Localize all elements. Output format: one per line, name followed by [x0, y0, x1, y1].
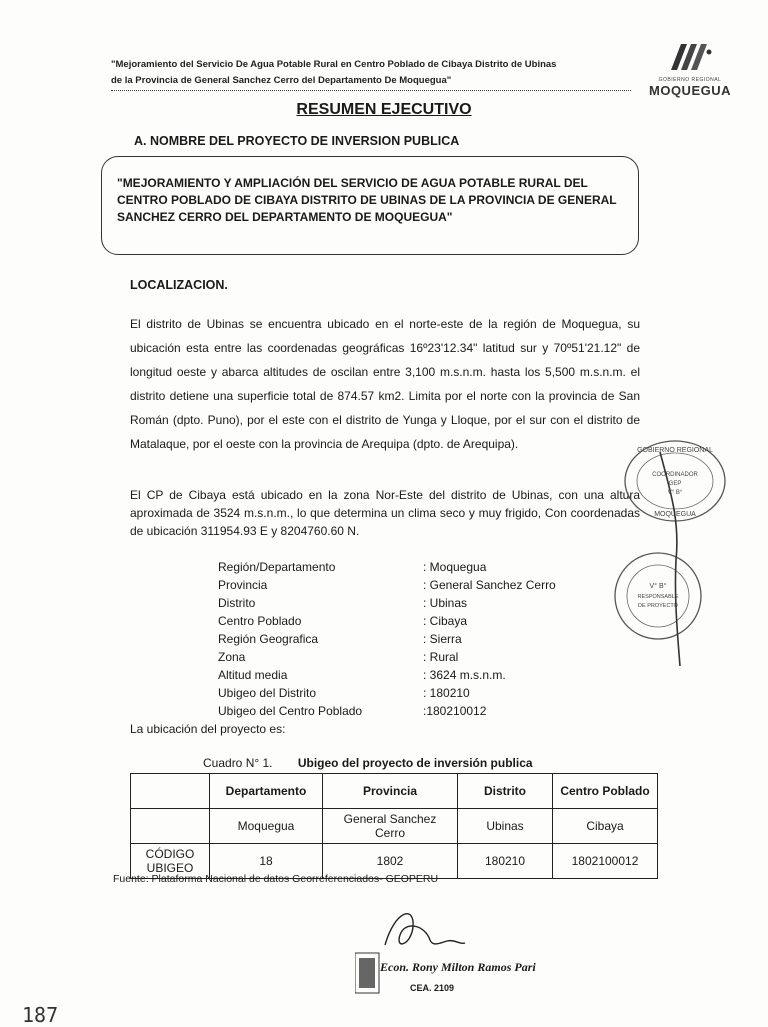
table-cell: 1802: [323, 844, 458, 879]
table-source: Fuente: Plataforma Nacional de datos Georreferenciados- GEOPERU: [113, 873, 439, 885]
ubigeo-table: [130, 773, 658, 879]
section-a-heading: A. NOMBRE DEL PROYECTO DE INVERSION PUBLICA: [134, 134, 460, 148]
table-header-cell: Centro Poblado: [553, 774, 658, 809]
localizacion-paragraph-1: El distrito de Ubinas se encuentra ubicado en el norte-este de la región de Moquegua, su ubicación esta entre las coordenadas geográficas 16º23'12.34" latitud sur y 70º51'21.12" de longitud oeste y abarca altitudes de oscilan entre 3,100 m.s.n.m. hasta los 5,500 m.s.n.m. el distrito detiene una superficie total de 874.57 km2. Limita por el norte con la provincia de San Román (dpto. Puno), por el este con el distrito de Yunga y Lloque, por el sur con el distrito de Matalaque, por el oeste con la provincia de Arequipa (dpto. de Arequipa).: [130, 317, 640, 451]
table-caption: [203, 756, 533, 770]
table-cell: Moquegua: [210, 809, 323, 844]
table-header-cell: [131, 774, 210, 809]
stamp-line: GEP: [668, 481, 682, 487]
table-caption-title: Ubigeo del proyecto de inversión publica: [297, 756, 533, 770]
table-header-cell: Distrito: [458, 774, 553, 809]
logo-name: MOQUEGUA: [649, 83, 731, 98]
stamp-line: V° B°: [667, 490, 683, 496]
table-cell: 1802100012: [553, 844, 658, 879]
table-header-row: [131, 774, 658, 809]
moquegua-logo: [640, 42, 740, 98]
localizacion-paragraph-2: El CP de Cibaya está ubicado en la zona Nor-Este del distrito de Ubinas, con una altura aproximada de 3524 m.s.n.m., lo que determina un clima seco y muy frigido, Con coordenadas de ubicación 311954.93 E y 8204760.60 N.: [130, 488, 640, 538]
logo-mark-icon: [667, 42, 713, 72]
signature-stroke-icon: [637, 450, 690, 670]
stamp-line: COORDINADOR: [652, 472, 698, 478]
stamp-line: V° B°: [649, 583, 667, 590]
table-cell: [131, 809, 210, 844]
stamp-line: DE PROYECTO: [638, 603, 678, 609]
signer-name: Econ. Rony Milton Ramos Pari: [380, 960, 536, 974]
ubicacion-intro: La ubicación del proyecto es:: [130, 722, 286, 736]
document-header: [111, 57, 631, 89]
header-line-1: "Mejoramiento del Servicio De Agua Potable Rural en Centro Poblado de Cibaya Distrito de Ubinas: [111, 59, 557, 70]
page-number: 187: [22, 1003, 59, 1027]
table-cell: General Sanchez Cerro: [323, 809, 458, 844]
header-divider: [111, 90, 631, 91]
stamp-line: RESPONSABLE: [637, 594, 679, 600]
table-cell: Cibaya: [553, 809, 658, 844]
table-cell: CÓDIGO UBIGEO: [131, 844, 210, 879]
table-cell: 18: [210, 844, 323, 879]
project-name: "MEJORAMIENTO Y AMPLIACIÓN DEL SERVICIO DE AGUA POTABLE RURAL DEL CENTRO POBLADO DE CIBAYA DISTRITO DE UBINAS DE LA PROVINCIA DE GENERAL SANCHEZ CERRO DEL DEPARTAMENTO DE MOQUEGUA": [117, 176, 617, 224]
table-row: [131, 809, 658, 844]
logo-subtitle: GOBIERNO REGIONAL: [658, 77, 722, 83]
localizacion-heading: LOCALIZACION.: [130, 278, 228, 292]
table-cell: 180210: [458, 844, 553, 879]
table-caption-number: Cuadro N° 1.: [203, 756, 273, 770]
table-cell: Ubinas: [458, 809, 553, 844]
signer-registration: CEA. 2109: [410, 983, 455, 993]
page-title: RESUMEN EJECUTIVO: [296, 101, 472, 118]
stamp-arc-bottom: MOQUEGUA: [654, 511, 696, 518]
table-header-cell: Provincia: [323, 774, 458, 809]
header-line-2: de la Provincia de General Sanchez Cerro del Departamento De Moquegua": [111, 75, 452, 86]
stamp-arc-top: GOBIERNO REGIONAL: [637, 447, 713, 454]
table-header-cell: Departamento: [210, 774, 323, 809]
